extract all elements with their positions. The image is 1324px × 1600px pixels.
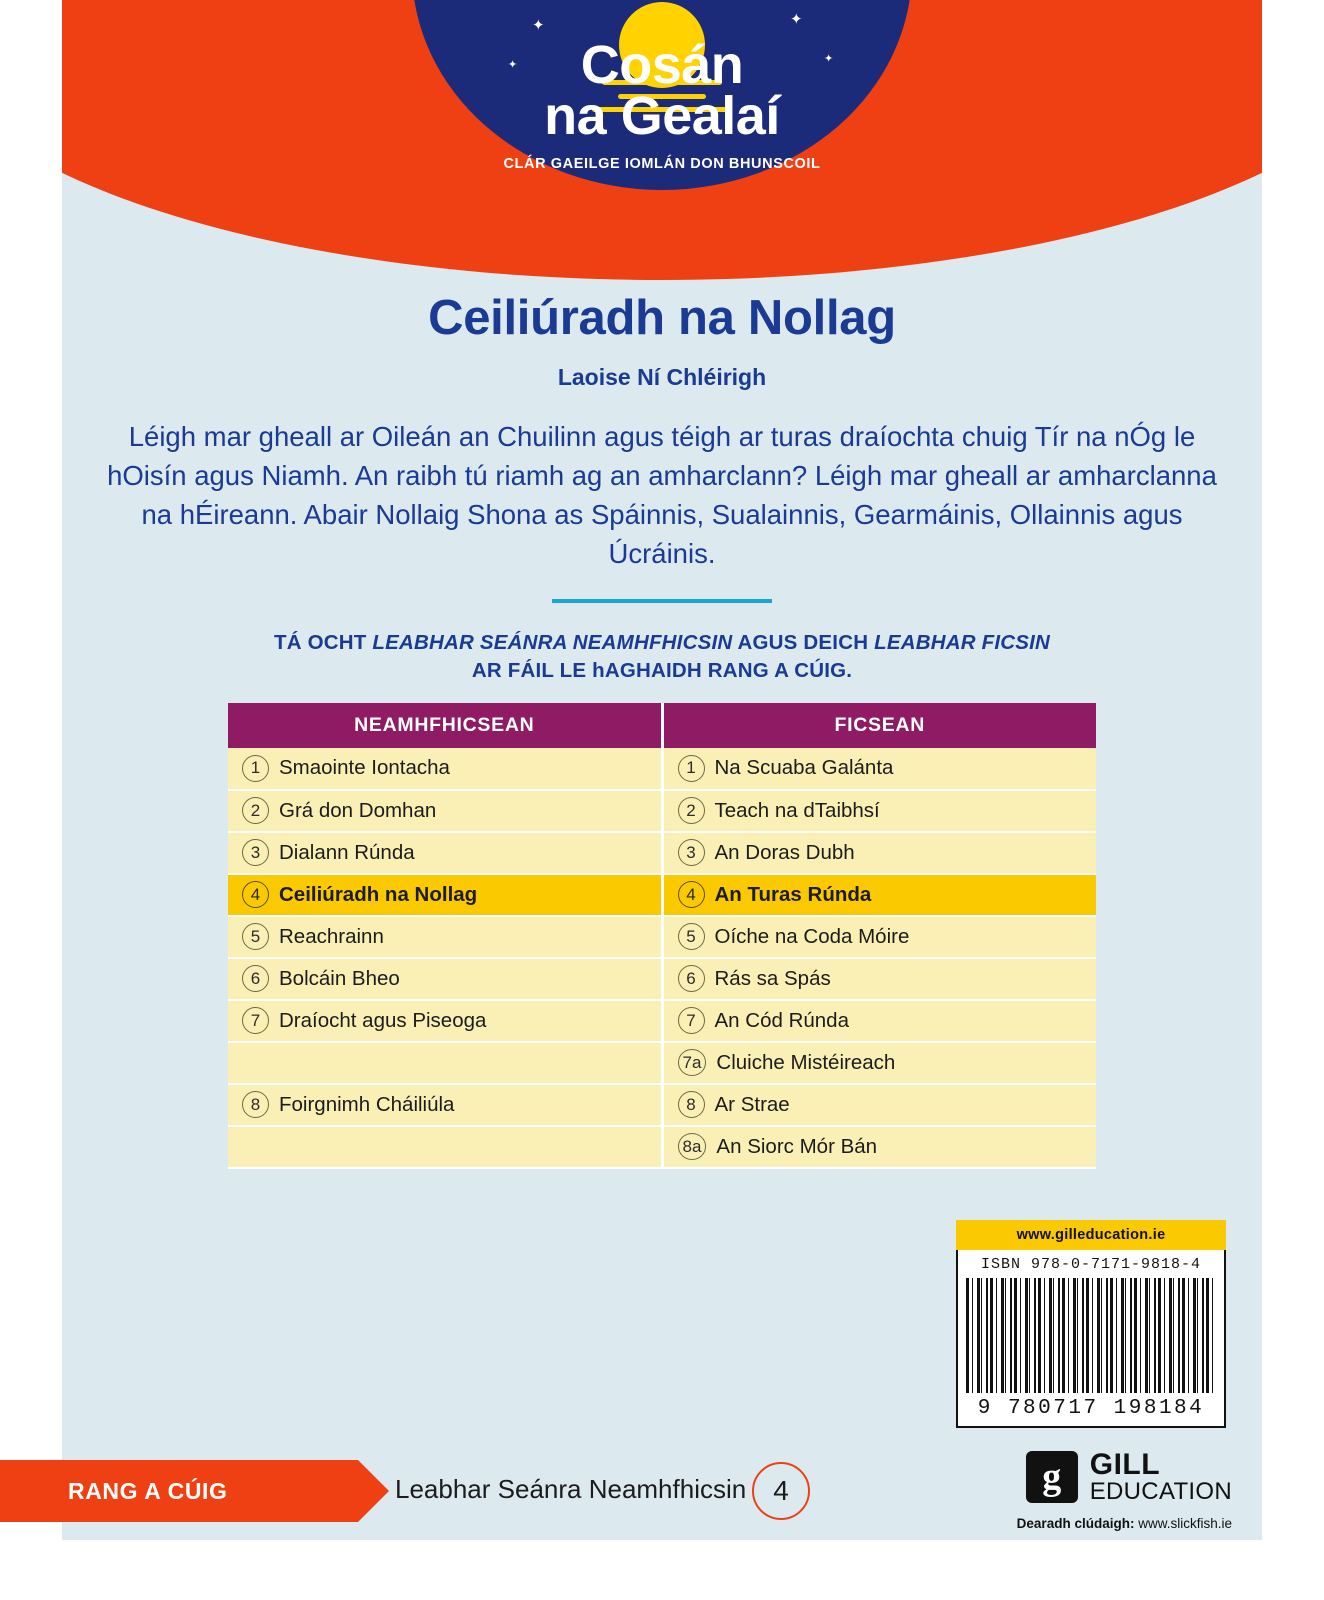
logo-title-line1: Cosán <box>580 35 744 95</box>
column-header-fiction: FICSEAN <box>662 703 1096 748</box>
nonfiction-cell <box>228 1000 662 1042</box>
list-item-label: An Turas Rúnda <box>714 882 872 906</box>
star-icon: ✦ <box>508 59 518 71</box>
cover-design-credit <box>1017 1516 1232 1531</box>
list-item-number: 5 <box>678 923 705 950</box>
list-item-number: 6 <box>242 965 269 992</box>
nonfiction-cell <box>228 874 662 916</box>
publisher-name <box>1090 1450 1232 1504</box>
page-margin-left <box>0 0 62 1600</box>
publisher-website[interactable]: www.gilleducation.ie <box>956 1220 1226 1250</box>
divider <box>552 599 772 603</box>
class-level-tag: RANG A CÚIG <box>0 1460 358 1522</box>
gill-mark-icon: g <box>1026 1451 1078 1503</box>
table-header-row <box>228 703 1096 748</box>
table-row <box>228 790 1096 832</box>
footer-bar <box>0 1444 1324 1540</box>
list-item-label: Cluiche Mistéireach <box>716 1050 896 1074</box>
availability-em2: LEABHAR FICSIN <box>874 631 1051 655</box>
list-item-number: 7 <box>242 1007 269 1034</box>
star-icon: ✦ <box>790 11 803 28</box>
barcode-block <box>956 1220 1226 1428</box>
credit-url[interactable]: www.slickfish.ie <box>1138 1516 1232 1531</box>
table-row <box>228 916 1096 958</box>
list-item-label: An Cód Rúnda <box>714 1008 849 1032</box>
nonfiction-cell <box>228 1042 662 1084</box>
fiction-cell <box>662 874 1096 916</box>
fiction-cell <box>662 1084 1096 1126</box>
list-item-number: 3 <box>242 839 269 866</box>
list-item-label: Ceiliúradh na Nollag <box>279 882 478 906</box>
table-row <box>228 1126 1096 1168</box>
list-item-number: 4 <box>678 881 705 908</box>
list-item-label: Teach na dTaibhsí <box>714 798 880 822</box>
nonfiction-cell <box>228 748 662 790</box>
list-item-label: An Siorc Mór Bán <box>716 1134 878 1158</box>
page-title: Ceiliúradh na Nollag <box>428 291 896 345</box>
list-item-label: Foirgnimh Cháiliúla <box>279 1092 455 1116</box>
nonfiction-cell <box>228 1126 662 1168</box>
table-row <box>228 1042 1096 1084</box>
availability-note <box>182 629 1142 684</box>
list-item-label: Reachrainn <box>279 924 384 948</box>
list-item-number: 8 <box>242 1091 269 1118</box>
fiction-cell <box>662 832 1096 874</box>
list-item-label: Na Scuaba Galánta <box>714 756 894 780</box>
table-row <box>228 874 1096 916</box>
list-item-label: Ar Strae <box>714 1092 790 1116</box>
isbn-box <box>956 1250 1226 1428</box>
fiction-cell <box>662 1000 1096 1042</box>
availability-em1: LEABHAR SEÁNRA NEAMHFHICSIN <box>372 631 733 655</box>
nonfiction-cell <box>228 916 662 958</box>
table-body <box>228 748 1096 1168</box>
fiction-cell <box>662 916 1096 958</box>
list-item-number: 1 <box>678 755 705 782</box>
credit-prefix: Dearadh clúdaigh: <box>1016 1516 1135 1531</box>
fiction-cell <box>662 1126 1096 1168</box>
list-item-number: 7 <box>678 1007 705 1034</box>
author-name: Laoise Ní Chléirigh <box>557 364 767 390</box>
table-row <box>228 832 1096 874</box>
barcode-bars-icon <box>966 1278 1216 1393</box>
table-row <box>228 1000 1096 1042</box>
publisher-line1: GILL <box>1089 1448 1161 1481</box>
book-list-table <box>228 703 1096 1169</box>
blurb-text: Léigh mar gheall ar Oileán an Chuilinn agus téigh ar turas draíochta chuig Tír na nÓg le hOisín agus Niamh. An raibh tú riamh ag an amharclann? Léigh mar gheall ar amharclanna na hÉireann. Abair Nollaig Shona as Spáinnis, Sualainnis, Gearmáinis, Ollainnis agus Úcráinis. <box>107 421 1217 570</box>
list-item-label: Draíocht agus Piseoga <box>279 1008 487 1032</box>
list-item-label: Bolcáin Bheo <box>279 966 400 990</box>
availability-pre: TÁ OCHT <box>273 631 373 655</box>
list-item-number: 2 <box>678 797 705 824</box>
logo-title-line2: na Gealaí <box>544 86 780 147</box>
star-icon: ✦ <box>532 17 545 34</box>
series-label: Leabhar Seánra Neamhfhicsin <box>395 1474 747 1504</box>
main-content <box>62 290 1262 1169</box>
nonfiction-cell <box>228 790 662 832</box>
availability-mid: AGUS DEICH <box>732 631 875 655</box>
list-item-number: 6 <box>678 965 705 992</box>
list-item-number: 3 <box>678 839 705 866</box>
logo-title <box>412 35 912 147</box>
list-item-label: Rás sa Spás <box>714 966 831 990</box>
list-item-number: 8 <box>678 1091 705 1118</box>
list-item-label: Smaointe Iontacha <box>279 756 450 780</box>
table-row <box>228 1084 1096 1126</box>
logo-subtitle: CLÁR GAEILGE IOMLÁN DON BHUNSCOIL <box>503 156 821 172</box>
table-row <box>228 958 1096 1000</box>
isbn-text: ISBN 978-0-7171-9818-4 <box>980 1256 1202 1273</box>
fiction-cell <box>662 748 1096 790</box>
page-margin-bottom <box>0 1540 1324 1600</box>
publisher-logo <box>1026 1450 1232 1504</box>
list-item-number: 8a <box>678 1133 707 1160</box>
list-item-label: Oíche na Coda Móire <box>714 924 910 948</box>
series-logo <box>412 0 912 190</box>
nonfiction-cell <box>228 1084 662 1126</box>
series-number-badge: 4 <box>752 1462 810 1520</box>
fiction-cell <box>662 1042 1096 1084</box>
publisher-line2: EDUCATION <box>1089 1478 1232 1505</box>
list-item-number: 5 <box>242 923 269 950</box>
list-item-number: 4 <box>242 881 269 908</box>
list-item-number: 7a <box>678 1049 707 1076</box>
list-item-number: 1 <box>242 755 269 782</box>
table-row <box>228 748 1096 790</box>
list-item-label: An Doras Dubh <box>714 840 855 864</box>
fiction-cell <box>662 790 1096 832</box>
star-icon: ✦ <box>824 53 834 65</box>
fiction-cell <box>662 958 1096 1000</box>
barcode-digits: 9 780717 198184 <box>977 1397 1205 1420</box>
list-item-number: 2 <box>242 797 269 824</box>
availability-line2: AR FÁIL LE hAGHAIDH RANG A CÚIG. <box>471 658 853 682</box>
nonfiction-cell <box>228 958 662 1000</box>
list-item-label: Grá don Domhan <box>279 798 437 822</box>
nonfiction-cell <box>228 832 662 874</box>
page-margin-right <box>1262 0 1324 1600</box>
column-header-nonfiction: NEAMHFHICSEAN <box>228 703 662 748</box>
list-item-label: Dialann Rúnda <box>279 840 415 864</box>
